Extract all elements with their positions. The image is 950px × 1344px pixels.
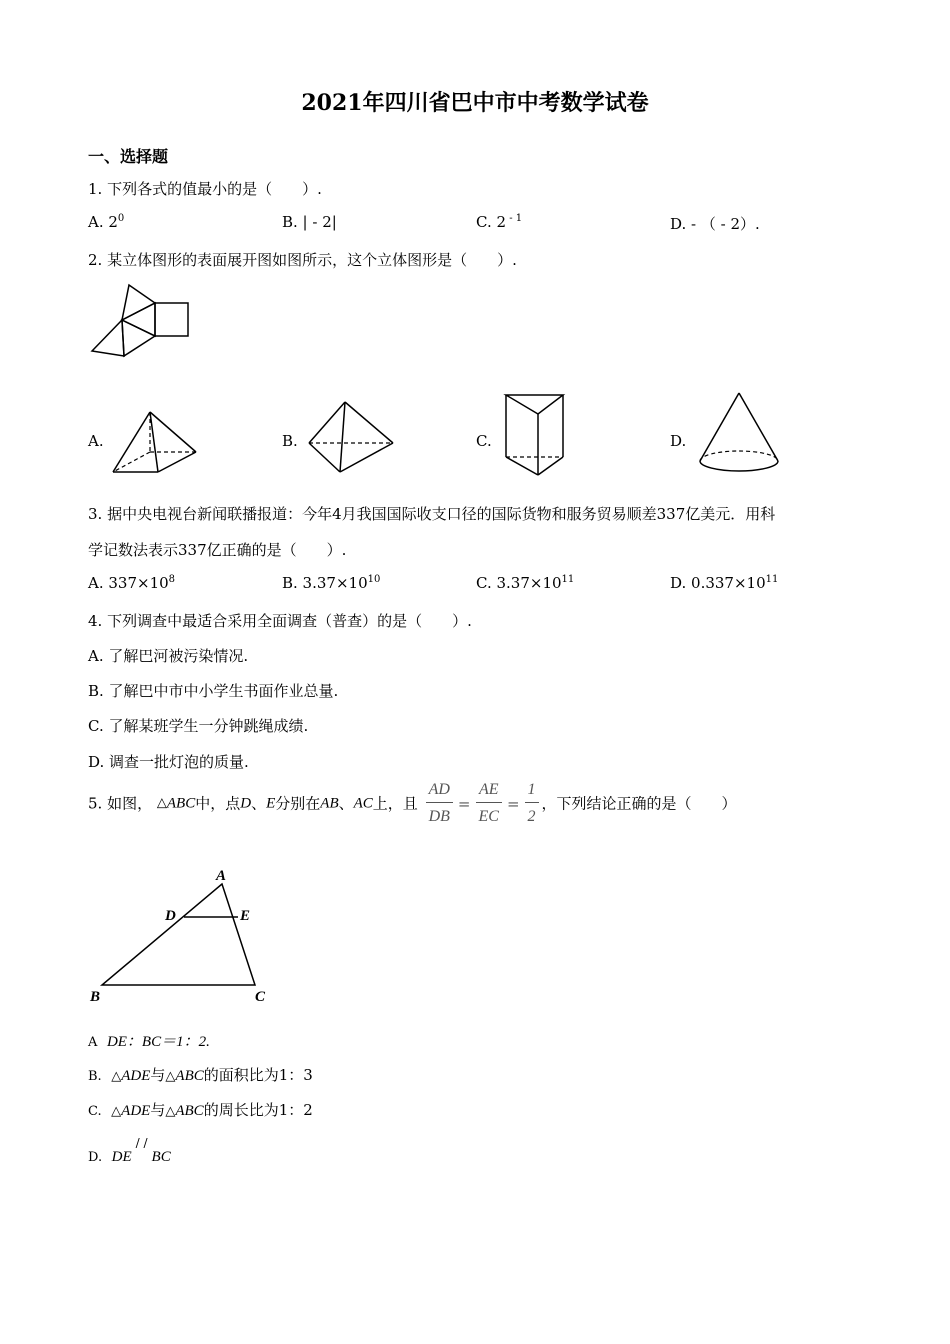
vertex-label-c: C xyxy=(255,989,266,1005)
page-title: 2021年四川省巴中市中考数学试卷 xyxy=(301,90,649,116)
q2-option-b: B. xyxy=(282,432,298,450)
q3-stem-line1: 3. 据中央电视台新闻联播报道：今年4月我国国际收支口径的国际货物和服务贸易顺差337亿美元．用科 xyxy=(88,505,776,523)
fraction-ae-ec: $\frac{AE}{EC}$ xyxy=(476,780,502,827)
q1-option-a: A. $2^0$ xyxy=(88,213,125,231)
parallel-symbol: / / xyxy=(135,1136,148,1150)
q5-option-a: A DE：BC＝1：2. xyxy=(88,1034,210,1050)
triangle-symbol-icon: △ xyxy=(165,1069,176,1084)
triangle-symbol-icon: △ xyxy=(156,795,167,811)
q1-stem: 1. 下列各式的值最小的是（ ）. xyxy=(88,180,322,198)
q5-stem: 5. 如图， △ABC中，点D、E分别在AB、AC上，且 $\frac{AD}{DB}$ = $\frac{AE}{EC}$ = $\frac{1}{2}$ ，下列结论正确的是（ ） xyxy=(88,781,737,825)
q3-option-d: D. $0.337\times 10^{11}$ xyxy=(670,574,779,592)
q2-option-d: D. xyxy=(670,432,687,450)
q5-option-d: D. DE/ /BC xyxy=(88,1136,171,1165)
q4-option-d: D. 调查一批灯泡的质量. xyxy=(88,753,249,771)
q1-option-c: C. 2 $^{- 1}$ xyxy=(476,213,523,231)
section-heading: 一、选择题 xyxy=(88,147,169,166)
q2-stem: 2. 某立体图形的表面展开图如图所示，这个立体图形是（ ）. xyxy=(88,251,517,269)
q3-option-a: A. $337\times 10^8$ xyxy=(88,574,176,592)
q1-option-b: B. | - 2| xyxy=(282,213,337,231)
q4-option-c: C. 了解某班学生一分钟跳绳成绩. xyxy=(88,717,309,735)
q2-option-c: C. xyxy=(476,432,492,450)
vertex-label-e: E xyxy=(240,908,251,924)
vertex-label-a: A xyxy=(216,868,227,884)
q4-option-b: B. 了解巴中市中小学生书面作业总量. xyxy=(88,682,339,700)
q5-option-c: C. △ADE与△ABC的周长比为1：2 xyxy=(88,1101,313,1119)
fraction-one-half: $\frac{1}{2}$ xyxy=(525,780,539,827)
q1-option-d: D. - （ - 2）. xyxy=(670,215,760,233)
q2-option-a: A. xyxy=(88,432,104,450)
q5-option-b: B. △ADE与△ABC的面积比为1：3 xyxy=(88,1066,313,1084)
q4-stem: 4. 下列调查中最适合采用全面调查（普查）的是（ ）. xyxy=(88,612,472,630)
q4-option-a: A. 了解巴河被污染情况. xyxy=(88,647,249,665)
q3-option-b: B. $3.37\times 10^{10}$ xyxy=(282,574,381,592)
vertex-label-b: B xyxy=(90,989,101,1005)
fraction-ad-db: $\frac{AD}{DB}$ xyxy=(426,780,453,827)
triangle-symbol-icon: △ xyxy=(111,1104,122,1119)
q3-stem-line2: 学记数法表示337亿正确的是（ ）. xyxy=(88,541,347,559)
triangle-symbol-icon: △ xyxy=(165,1104,176,1119)
triangle-symbol-icon: △ xyxy=(111,1069,122,1084)
vertex-label-d: D xyxy=(165,908,176,924)
q3-option-c: C. $3.37\times 10^{11}$ xyxy=(476,574,575,592)
